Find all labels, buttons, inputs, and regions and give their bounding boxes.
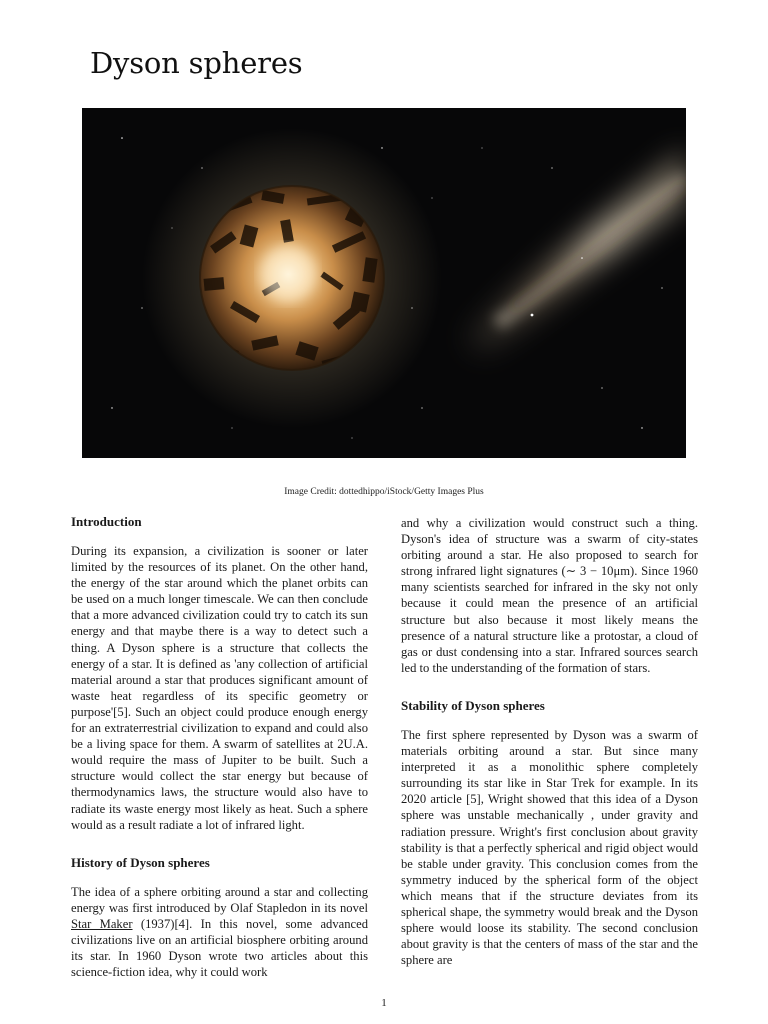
stability-text: The first sphere represented by Dyson was a swarm of materials orbiting around a star. But since many interpreted it as a monolithic sphere completely surrounding its star like in Star Trek for example. In its 2020 article [5], Wright showed that this idea of a Dyson sphere was unstable mechanically , under gravity and radiation pressure. Wright's first conclusion about gravity stability is that a perfectly spherical and rigid object would be stable under gravity. This conclusion comes from the symmetry induced by the spherical form of the object which means that if the structure deviates from its spherical shape, the symmetry would break and the Dyson sphere would loose its stability. The second conclusion about gravity is that the centers of mass of the star and the sphere are <box>401 727 698 968</box>
left-column <box>71 514 368 1002</box>
heading-stability: Stability of Dyson spheres <box>401 697 545 713</box>
history-text <box>71 884 368 981</box>
figure-caption: Image Credit: dottedhippo/iStock/Getty Images Plus <box>284 487 484 497</box>
page-number: 1 <box>381 997 387 1009</box>
heading-introduction: Introduction <box>71 514 142 529</box>
history-text-b: (1937)[4]. In this novel, some advanced civilizations live on an artificial biosphere orbiting around its star. In 1960 Dyson wrote two articles about this science-fiction idea, why it could work <box>71 916 368 980</box>
dyson-sphere <box>200 186 384 370</box>
dyson-sphere-illustration <box>82 108 686 458</box>
history-text-a: The idea of a sphere orbiting around a star and collecting energy was first introduced by Olaf Stapledon in its novel <box>71 884 368 915</box>
introduction-text: During its expansion, a civilization is sooner or later limited by the resources of its planet. On the other hand, the energy of the star around which the planet orbits can be used on a much longer timescale. We can then conclude that a more advanced civilization could try to catch its sun energy and that maybe there is a way to detect such a thing. A Dyson sphere is a structure that collects the energy of a star. It is defined as 'any collection of artificial material around a star that produces significant amount of waste heat regardless of its specific geometry or purpose'[5]. Such an object could produce enough energy for an extraterrestrial civilization to expand and could also be a living space for them. A swarm of satellites at 2U.A. would require the mass of Jupiter to be built. Such a structure would collect the star energy but because of thermodynamics laws, the structure would also have to radiate its waste energy most likely as heat. Such a sphere would as a result radiate a lot of infrared light. <box>71 544 368 832</box>
book-title-link[interactable]: Star Maker <box>71 916 133 931</box>
page-title: Dyson spheres <box>90 46 303 80</box>
heading-history: History of Dyson spheres <box>71 854 210 870</box>
history-text-continued: and why a civilization would construct such a thing. Dyson's idea of structure was a swarm of city-states orbiting around a star. He also proposed to search for strong infrared light signatures (∼ 3 − 10μm). Since 1960 many scientists searched for infrared in the sky not only because it could mean the presence of an artificial structure but also because it most likely means the presence of a natural structure like a protostar, a cloud of gas or dust condensing into a star. Infrared sources search led to the understanding of the formation of stars. <box>401 516 698 675</box>
right-column <box>401 514 698 990</box>
